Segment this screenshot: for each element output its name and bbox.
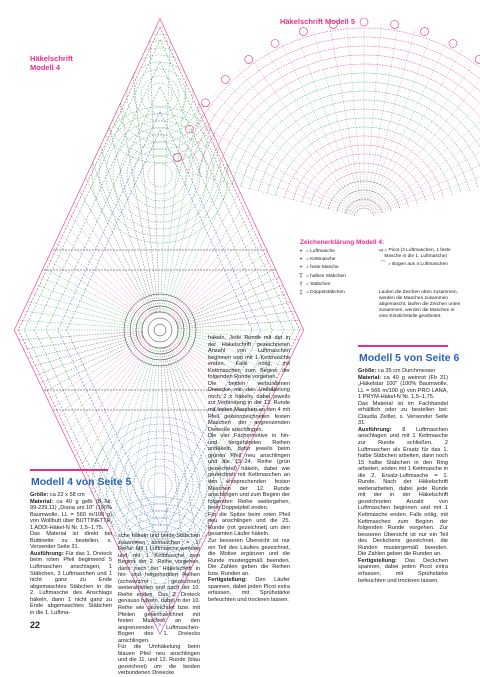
chart-label-model-5: Häkelschrift Modell 5: [280, 17, 356, 26]
paragraph-text: ca 35 cm Durchmesser: [376, 368, 436, 374]
paragraph-text: ca 22 x 58 cm: [48, 492, 85, 498]
chart-stitch-line: [368, 35, 431, 207]
paragraph: [208, 433, 290, 512]
chart-picot: [271, 39, 279, 47]
single-crochet-icon: +: [299, 265, 303, 272]
paragraph-lead: Größe:: [358, 368, 377, 374]
paragraph-text: Zur besseren Übersicht ist nur ein Teil des Läufers gezeichnet, die Motive ergänzen und die Runde musterggmäß beenden. Die Zahlen geben die Reihen bzw. Runden an.: [208, 537, 290, 577]
section-5-rule: [358, 345, 448, 347]
paragraph: [208, 577, 290, 603]
chart-stitch-line: [238, 69, 356, 209]
legend-note: Laufen die Zeichen oben zusammen, werden die Maschen zusammen abgemascht, laufen die Zeichen unten zusammen, werden die Maschen in eine Einstichstelle gearbeitet.: [379, 290, 461, 319]
half-double-icon: T: [299, 273, 303, 280]
paragraph-text: Das Material ist direkt bei Buttinette zu bestellen, s. Versender Seite 31.: [30, 531, 112, 551]
chart-stitch-line: [373, 81, 480, 210]
double-crochet-icon: †: [299, 281, 303, 288]
legend-row: [296, 248, 378, 256]
chart-picot: [475, 55, 480, 63]
chart-round-arc: [197, 46, 480, 175]
legend-row: [296, 289, 378, 297]
chart-round-arc: [215, 64, 480, 180]
paragraph: [118, 533, 200, 644]
legend-row: [296, 264, 378, 272]
chart-stitch-line: [369, 42, 447, 208]
paragraph-text: Die beiden verbundenen Dreiecke mit der Umhäkelung noch 2 x häkeln, dabei jeweils zur Verbindung in der 12. Runde mit festen Maschen an den 4 mit Pfeil gekennzeichneten festen Maschen der angrenzenden Dreiecke anschlingen.: [208, 380, 290, 433]
legend-left: [296, 248, 378, 297]
section-4-title: Modell 4 von Seite 5: [31, 476, 132, 488]
chart-stitch-line: [366, 26, 398, 206]
legend-row: [378, 248, 468, 260]
paragraph-lead: Material:: [358, 374, 382, 381]
section-5-column: [358, 368, 448, 618]
paragraph: [208, 512, 290, 538]
chart-round-arc: [258, 109, 469, 191]
paragraph: [358, 427, 448, 558]
chart-picot: [391, 20, 399, 28]
section-4-column-3: [208, 335, 290, 618]
chart-round-arc: [180, 28, 480, 171]
paragraph-lead: Fertigstellung:: [208, 577, 247, 584]
legend-text: = feste Masche: [306, 265, 339, 271]
legend-row: [296, 273, 378, 281]
paragraph-text: 8 Luftmaschen anschlagen und mit 1 Kettmasche zur Runde schließen. 2 Luftmaschen als Ersatz für das 1. halbe Stäbchen arbeiten, dann noch 15 halbe Stäbchen in den Ring arbeiten, enden mit 1 Kettmasche in die 2. Ersatz-Luftmasche = 1. Runde. Nach der Häkelschrift weiterarbeiten, dabei jede Runde mit der in der Häkelschrift gezeichneten Anzahl von Luftmaschen beginnen und mit 1 Kettmasche enden. Falls nötig, mit Kettmaschen zum Beginn der folgenden Runde vorgehen. Zur besseren Übersicht ist nur ein Teil des Deckchens gezeichnet, die Runden mustergemäß beenden. Die Zahlen geben die Runden an.: [358, 426, 448, 558]
chart-round-arc: [346, 199, 383, 213]
chart-picot: [360, 18, 368, 26]
chart-round-arc: [232, 82, 480, 184]
chart-picot: [185, 125, 193, 133]
chart-picot: [245, 55, 253, 63]
legend-row: [296, 281, 378, 289]
legend-text: = Bogen aus 4 Luftmaschen: [388, 262, 448, 267]
chart-stitch-line: [281, 42, 359, 208]
chain-stitch-icon: •: [299, 249, 303, 256]
chart-round-arc: [206, 55, 480, 177]
chart-picot: [449, 39, 457, 47]
chart-round-arc: [189, 37, 480, 173]
paragraph-lead: Material:: [30, 498, 54, 505]
legend-text: = Luftmasche: [306, 249, 335, 255]
paragraph-text: sche häkeln und beide Stäbchen zusammen abmaschen = 1. Reihe. Mit 1 Luftmasche wenden und mit 1 Kettmasche zum Beginn der 2. Reihe vorgehen, dann nach der Häkelschrift in hin- und hergehenden Reihen (schwarz/rot gezeichnet) weiterarbeiten und nach der 10. Reihe enden. Das 2. Dreieck genauso häkeln, dabei in der 10. Reihe wie gezeichnet bzw. mit Pfeilen gekennzeichnet mit festen Maschen an den angrenzenden Luftmaschen-Bogen des 1. Dreiecks anschlingen.: [118, 533, 200, 644]
paragraph: [30, 499, 112, 532]
chart-label-model-4-line1: Häkelschrift: [30, 54, 73, 63]
paragraph: [358, 558, 448, 584]
paragraph: [118, 644, 200, 677]
legend-text: = Stäbchen: [306, 281, 331, 287]
paragraph: [208, 335, 290, 381]
chart-stitch-line: [375, 137, 480, 213]
paragraph-text: Für die Umhäkelung beim blauen Pfeil neu anschlingen und die 11. und 12. Runde (blau gezeichnet) um die beiden verbundenen Dreiecke: [118, 644, 200, 677]
section-4-column-2: [118, 533, 200, 677]
chart-stitch-line: [372, 69, 480, 209]
paragraph: [358, 401, 448, 427]
section-4-column-1: [30, 492, 112, 618]
treble-icon: ‡: [299, 290, 303, 297]
chart-stitch-line: [203, 107, 354, 211]
paragraph: [208, 381, 290, 433]
paragraph-lead: Ausführung:: [30, 550, 64, 557]
chart-stitch-line: [180, 153, 353, 214]
legend-text: = Kettmasche: [306, 257, 336, 263]
chart-picot: [421, 28, 429, 36]
paragraph: [358, 375, 448, 401]
chart-stitch-line: [225, 81, 355, 210]
paragraph-text: häkeln. Jede Runde mit der in der Häkelschrift gezeichneten Anzahl von Luftmaschen beginnen und mit 1 Kettmasche enden. Falls nötig, mit Kettmaschen zum Beginn der folgenden Runde vorgehen.: [208, 335, 290, 381]
chart-stitch-line: [297, 35, 360, 207]
legend-title: Zeichenerklärung Modell 4:: [300, 239, 385, 246]
chart-stitch-line: [187, 137, 354, 213]
legend-row: [378, 262, 468, 268]
paragraph-text: Den Läufer spannen, dabei jeden Picot extra erfassen, mit Sprühstärke befeuchten und trocknen lassen.: [208, 577, 290, 603]
legend-text: = Doppelstäbchen: [306, 290, 345, 296]
legend-text: = Picot (3 Luftmaschen, 1 feste Masche in die 1. Luftmasche): [384, 248, 451, 259]
paragraph: [208, 538, 290, 577]
section-4-rule: [30, 469, 108, 471]
chart-round-arc: [354, 208, 373, 216]
paragraph-lead: Fertigstellung:: [358, 557, 397, 564]
chart-stitch-line: [374, 122, 480, 212]
chart-stitch-line: [330, 26, 362, 206]
legend-text: = halbes Stäbchen: [306, 273, 346, 279]
paragraph-text: Die vier Fächermotive in hin- und hergehenden Reihen anhäkeln, dafür jeweils beim grünen Pfeil neu anschlingen und die 13.-24. Reihe (grün gezeichnet) häkeln, dabei wie gezeichnet mit Kettmaschen an den entsprechenden festen Maschen der 12. Runde anschlingen und zum Beginn der folgenden Reihe weitergehen, beim Doppelpfeil enden.: [208, 433, 290, 512]
chart-label-model-4-line2: Modell 4: [30, 63, 61, 72]
chart-stitch-line: [194, 122, 353, 212]
legend-row: [296, 256, 378, 264]
paragraph-text: Das Material ist im Fachhandel erhältlich oder zu bestellen bei: Claudia Zeitler, s. Versender Seite 31.: [358, 400, 448, 427]
paragraph-text: Für das 1. Dreieck beim roten Pfeil beginnend 5 Luftmaschen anschlagen, 1 Stäbchen, 3 Luftmaschen und 1 nicht ganz zu Ende abgemaschtes Stäbchen in die 2. Luftmasche des Anschlags häkeln, dann 1 nicht ganz zu Ende abgemaschtes Stäbchen in die 1. Luftma-: [30, 550, 112, 616]
chart-picot: [174, 153, 182, 161]
slip-stitch-icon: •: [299, 257, 303, 264]
paragraph-text: ca 40 g gelb (B.-Nr. 99-229.11) „Diana uni 10" (100% Baumwolle, LL = 560 m/100 g) von Wollbutt über BUTTINETTE, 1 ADDI-Häkel-N Nr. 1,5–1,75.: [30, 498, 112, 531]
legend-right: [378, 248, 468, 270]
chart-stitch-line: [347, 24, 363, 206]
section-5-title: Modell 5 von Seite 6: [359, 352, 460, 364]
chart-round-arc: [224, 73, 480, 182]
chart-stitch-line: [365, 24, 381, 206]
paragraph: [30, 531, 112, 551]
paragraph-lead: Größe:: [30, 492, 49, 498]
paragraph-text: ca 40 g weinrot (Fb 31) „Häkelstar 100" (100% Baumwolle, LL = 566 m/100 g) von PRO LANA, 1 PRYM-Häkel-N Nr. 1,5–1,75.: [358, 374, 448, 401]
paragraph-text: Für die Spitze beim roten Pfeil neu anschlingen und die 25. Runde (rot gezeichnet) um den gesamten Läufer häkeln.: [208, 511, 290, 538]
picot-icon: ∞: [379, 248, 384, 254]
arch-icon: ⌒: [379, 262, 386, 268]
paragraph: [30, 551, 112, 616]
chart-picot: [299, 28, 307, 36]
chart-picot: [201, 99, 209, 107]
paragraph-lead: Ausführung:: [358, 426, 392, 433]
chart-stitch-line: [375, 153, 480, 214]
paragraph-text: Das Deckchen spannen, dabei jeden Picot extra erfassen, mit Sprühstärke befeuchten und trocknen lassen.: [358, 557, 448, 584]
page-number: 22: [30, 620, 41, 630]
chart-stitch-line: [175, 170, 352, 216]
chart-picot: [221, 75, 229, 83]
